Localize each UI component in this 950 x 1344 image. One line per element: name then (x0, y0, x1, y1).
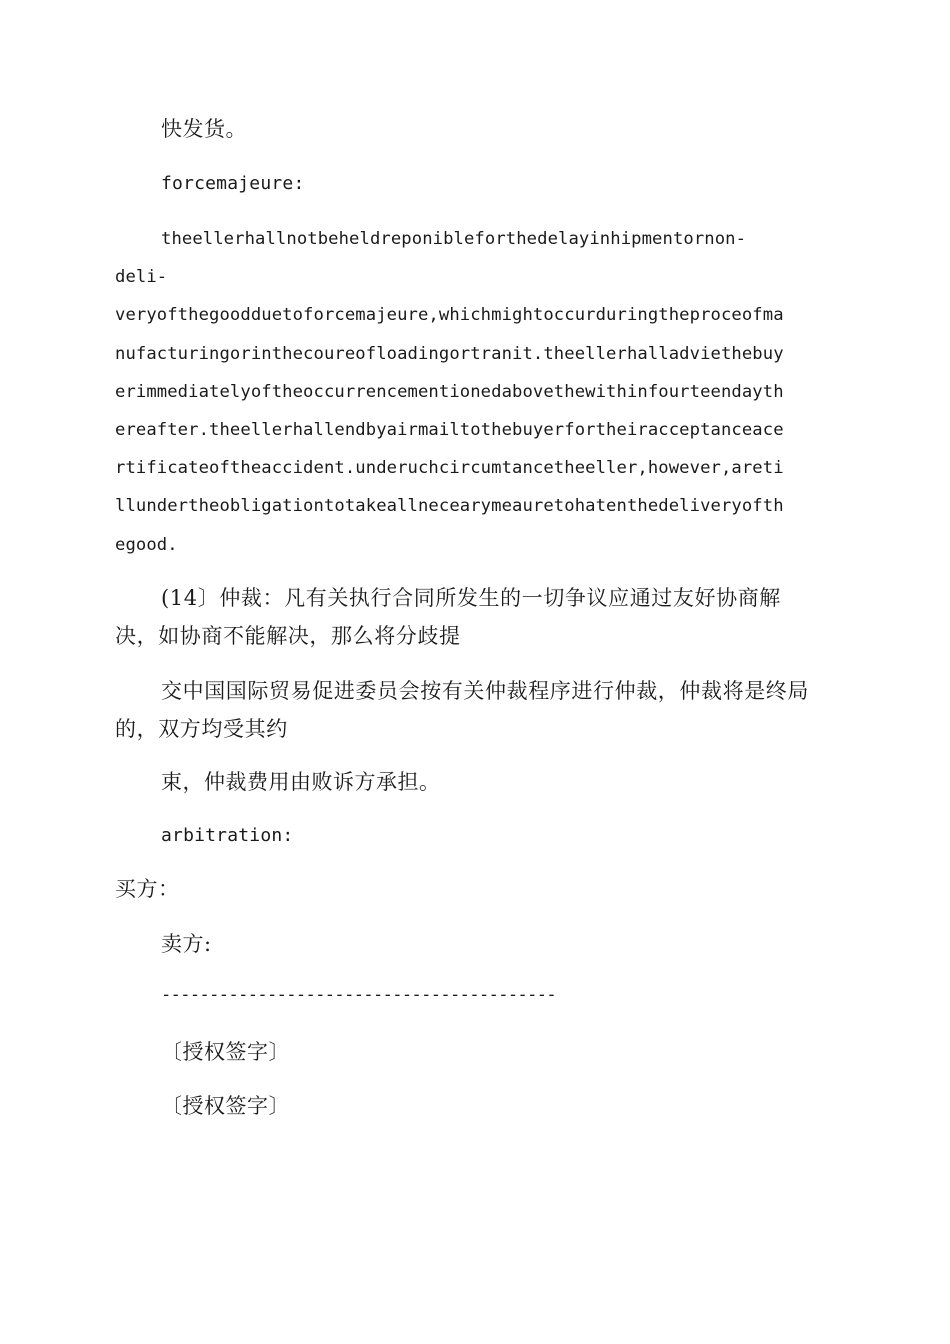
text-line: nufacturingorinthecoureofloadingortranit.theellerhalladviethebuy (115, 343, 784, 364)
paragraph-arbitration-commission (115, 672, 835, 748)
buyer-label: 买方： (115, 877, 180, 901)
paragraph-force-majeure (115, 220, 835, 564)
text-line: llundertheobligationtotakeallnecearymeauretohatenthedeliveryofth (115, 496, 784, 517)
text-line: egood. (115, 534, 178, 555)
text-line: veryofthegoodduetoforcemajeure,whichmightoccurduringtheproceofma (115, 305, 784, 326)
authorized-signature-buyer: 〔授权签字〕 (161, 1040, 290, 1064)
authorized-signature-seller: 〔授权签字〕 (161, 1094, 290, 1118)
text-line: ereafter.theellerhallendbyairmailtothebuyerfortheiracceptanceace (115, 420, 784, 441)
text-line: 交中国国际贸易促进委员会按有关仲裁程序进行仲裁，仲裁将是终局 (161, 679, 809, 703)
text-line: deli- (115, 267, 168, 288)
heading-force-majeure: forcemajeure: (161, 173, 305, 194)
text-line: theellerhallnotbeheldreponibleforthedelayinhipmentornon- (161, 229, 747, 249)
seller-label: 卖方: (161, 932, 212, 956)
text-line: 决，如协商不能解决，那么将分歧提 (115, 624, 461, 648)
paragraph-arbitration-fees: 束，仲裁费用由败诉方承担。 (161, 770, 441, 794)
signature-line: ----------------------------------------- (161, 985, 557, 1005)
text-line: erimmediatelyoftheoccurrencementionedabovethewithinfourteendayth (115, 381, 784, 402)
text-line: rtificateoftheaccident.underuchcircumtancetheeller,however,areti (115, 458, 784, 479)
paragraph-arbitration-clause (115, 579, 835, 655)
paragraph-shipment-end: 快发货。 (161, 117, 247, 141)
heading-arbitration: arbitration: (161, 825, 294, 846)
text-line: (14〕仲裁：凡有关执行合同所发生的一切争议应通过友好协商解 (161, 586, 781, 610)
text-line: 的，双方均受其约 (115, 717, 288, 741)
